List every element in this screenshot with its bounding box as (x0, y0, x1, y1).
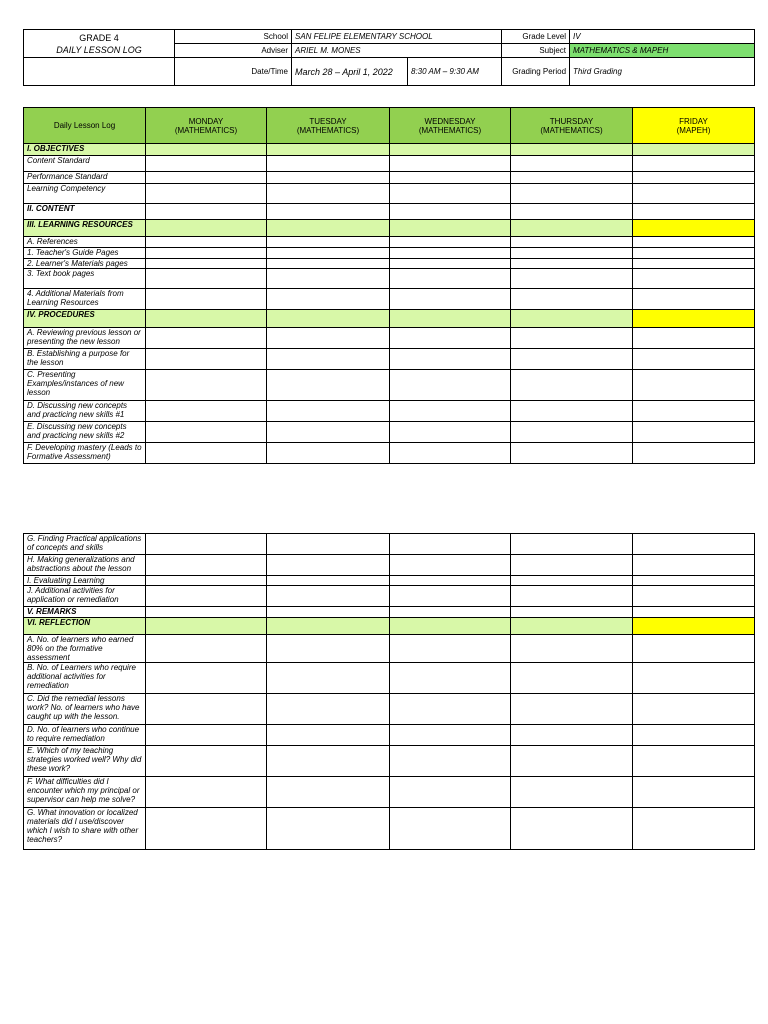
wednesday-subject: (MATHEMATICS) (418, 125, 482, 135)
day-cell (146, 576, 267, 586)
day-cell (633, 370, 755, 401)
day-cell (146, 269, 267, 289)
day-cell (146, 248, 267, 259)
table-row (24, 204, 755, 220)
table-row (24, 618, 755, 635)
day-cell (633, 663, 755, 694)
day-cell (633, 443, 755, 464)
day-cell (511, 310, 633, 328)
day-cell (267, 328, 390, 349)
day-cell (633, 237, 755, 248)
day-cell (633, 576, 755, 586)
table-row (24, 328, 755, 349)
day-cell (146, 328, 267, 349)
day-cell (633, 586, 755, 607)
day-cell (267, 576, 390, 586)
day-cell (146, 370, 267, 401)
row-label: 3. Text book pages (24, 269, 146, 289)
day-cell (390, 310, 511, 328)
day-cell (146, 220, 267, 237)
table-row (24, 184, 755, 204)
day-cell (146, 607, 267, 618)
day-cell (146, 349, 267, 370)
day-cell (390, 184, 511, 204)
day-cell (267, 586, 390, 607)
day-cell (390, 746, 511, 777)
day-cell (267, 808, 390, 850)
day-cell (146, 172, 267, 184)
day-cell (267, 694, 390, 725)
day-cell (146, 555, 267, 576)
day-cell (146, 401, 267, 422)
day-cell (633, 746, 755, 777)
day-cell (633, 635, 755, 663)
lesson-log-table-part2 (23, 533, 755, 850)
day-cell (390, 607, 511, 618)
day-cell (511, 237, 633, 248)
day-cell (146, 443, 267, 464)
day-cell (633, 310, 755, 328)
day-cell (390, 204, 511, 220)
row-label: E. Which of my teaching strategies worked well? Why did these work? (24, 746, 146, 777)
row-label: C. Did the remedial lessons work? No. of learners who have caught up with the lesson. (24, 694, 146, 725)
day-cell (267, 618, 390, 635)
day-cell (146, 586, 267, 607)
adviser-value: ARIEL M. MONES (292, 44, 502, 58)
day-cell (511, 220, 633, 237)
day-cell (390, 172, 511, 184)
day-cell (511, 204, 633, 220)
row-label: Performance Standard (24, 172, 146, 184)
day-cell (146, 144, 267, 156)
row-label: IV. PROCEDURES (24, 310, 146, 328)
friday-subject: (MAPEH) (676, 125, 711, 135)
day-cell (267, 534, 390, 555)
row-label: 2. Learner's Materials pages (24, 259, 146, 269)
day-cell (511, 576, 633, 586)
day-cell (267, 156, 390, 172)
table-row (24, 607, 755, 618)
table-row (24, 694, 755, 725)
day-cell (267, 204, 390, 220)
subject-label: Subject (502, 44, 570, 58)
table-row (24, 349, 755, 370)
col-header-monday (146, 108, 267, 144)
day-cell (267, 746, 390, 777)
day-cell (146, 618, 267, 635)
day-cell (390, 663, 511, 694)
day-cell (267, 663, 390, 694)
day-cell (633, 248, 755, 259)
col-header-log: Daily Lesson Log (24, 108, 146, 144)
row-label: Learning Competency (24, 184, 146, 204)
log-title: DAILY LESSON LOG (56, 44, 142, 55)
day-cell (390, 576, 511, 586)
table-row (24, 746, 755, 777)
thursday-subject: (MATHEMATICS) (540, 125, 603, 135)
day-cell (390, 725, 511, 746)
col-header-wednesday (390, 108, 511, 144)
row-label: E. Discussing new concepts and practicing new skills #2 (24, 422, 146, 443)
day-cell (633, 172, 755, 184)
day-cell (267, 184, 390, 204)
day-cell (390, 289, 511, 310)
day-cell (511, 555, 633, 576)
day-cell (267, 607, 390, 618)
day-cell (267, 555, 390, 576)
day-cell (633, 607, 755, 618)
day-cell (146, 694, 267, 725)
day-cell (511, 746, 633, 777)
day-cell (511, 422, 633, 443)
table-row (24, 576, 755, 586)
col-header-tuesday (267, 108, 390, 144)
datetime-label: Date/Time (175, 58, 292, 86)
day-cell (633, 328, 755, 349)
day-cell (390, 237, 511, 248)
day-cell (390, 443, 511, 464)
row-label: B. Establishing a purpose for the lesson (24, 349, 146, 370)
day-cell (633, 555, 755, 576)
table-row (24, 144, 755, 156)
row-label: F. What difficulties did I encounter which my principal or supervisor can help me solve? (24, 777, 146, 808)
row-label: D. Discussing new concepts and practicing new skills #1 (24, 401, 146, 422)
date-value: March 28 – April 1, 2022 (292, 58, 408, 86)
table-row (24, 663, 755, 694)
row-label: D. No. of learners who continue to require remediation (24, 725, 146, 746)
day-cell (511, 144, 633, 156)
day-cell (146, 746, 267, 777)
col-header-friday (633, 108, 755, 144)
day-cell (267, 220, 390, 237)
day-cell (146, 777, 267, 808)
table-row (24, 156, 755, 172)
day-cell (267, 370, 390, 401)
table-row (24, 401, 755, 422)
row-label: F. Developing mastery (Leads to Formative Assessment) (24, 443, 146, 464)
day-cell (267, 777, 390, 808)
day-cell (633, 694, 755, 725)
day-cell (511, 269, 633, 289)
tuesday-label: TUESDAY (309, 116, 347, 126)
day-cell (146, 635, 267, 663)
table-row (24, 635, 755, 663)
day-cell (633, 144, 755, 156)
day-cell (390, 618, 511, 635)
day-cell (146, 237, 267, 248)
day-cell (633, 534, 755, 555)
row-label: VI. REFLECTION (24, 618, 146, 635)
grading-period-label: Grading Period (502, 58, 570, 86)
day-cell (267, 144, 390, 156)
table-row (24, 555, 755, 576)
thursday-label: THURSDAY (549, 116, 594, 126)
table-row (24, 725, 755, 746)
day-cell (390, 635, 511, 663)
day-cell (146, 204, 267, 220)
grade-level-label: Grade Level (502, 30, 570, 44)
day-cell (511, 694, 633, 725)
day-cell (390, 534, 511, 555)
grade-level-value: IV (570, 30, 755, 44)
monday-label: MONDAY (188, 116, 224, 126)
header-table (23, 29, 755, 86)
school-label: School (175, 30, 292, 44)
table-row (24, 259, 755, 269)
day-cell (511, 289, 633, 310)
row-label: II. CONTENT (24, 204, 146, 220)
day-cell (146, 289, 267, 310)
row-label: I. OBJECTIVES (24, 144, 146, 156)
day-cell (267, 443, 390, 464)
day-cell (511, 777, 633, 808)
day-cell (390, 156, 511, 172)
blank-cell (24, 58, 175, 86)
day-cell (633, 618, 755, 635)
day-cell (511, 172, 633, 184)
day-cell (146, 156, 267, 172)
day-cell (511, 618, 633, 635)
day-cell (146, 725, 267, 746)
day-cell (390, 349, 511, 370)
day-cell (390, 808, 511, 850)
day-cell (633, 401, 755, 422)
adviser-label: Adviser (175, 44, 292, 58)
lesson-log-table-part1 (23, 107, 755, 464)
day-cell (390, 144, 511, 156)
table-row (24, 370, 755, 401)
day-cell (390, 259, 511, 269)
day-cell (511, 607, 633, 618)
day-cell (633, 269, 755, 289)
row-label: G. Finding Practical applications of concepts and skills (24, 534, 146, 555)
day-cell (390, 586, 511, 607)
row-label: G. What innovation or localized materials did I use/discover which I wish to share with other teachers? (24, 808, 146, 850)
day-cell (390, 269, 511, 289)
day-cell (267, 237, 390, 248)
monday-subject: (MATHEMATICS) (174, 125, 238, 135)
day-cell (511, 248, 633, 259)
row-label: A. No. of learners who earned 80% on the formative assessment (24, 635, 146, 663)
table-row (24, 777, 755, 808)
school-value: SAN FELIPE ELEMENTARY SCHOOL (292, 30, 502, 44)
table-row (24, 269, 755, 289)
day-cell (511, 635, 633, 663)
table-row (24, 808, 755, 850)
grade-title-cell (24, 30, 175, 58)
day-cell (146, 259, 267, 269)
day-cell (511, 259, 633, 269)
table-row (24, 534, 755, 555)
day-cell (390, 248, 511, 259)
row-label: I. Evaluating Learning (24, 576, 146, 586)
table-row (24, 172, 755, 184)
day-cell (633, 422, 755, 443)
wednesday-label: WEDNESDAY (424, 116, 476, 126)
day-cell (633, 808, 755, 850)
day-cell (267, 310, 390, 328)
day-cell (267, 349, 390, 370)
day-cell (511, 808, 633, 850)
day-cell (633, 289, 755, 310)
day-cell (633, 777, 755, 808)
table-row (24, 237, 755, 248)
day-cell (390, 694, 511, 725)
day-cell (511, 586, 633, 607)
tuesday-subject: (MATHEMATICS) (296, 125, 360, 135)
day-cell (633, 220, 755, 237)
row-label: 1. Teacher's Guide Pages (24, 248, 146, 259)
day-cell (633, 259, 755, 269)
day-cell (146, 534, 267, 555)
day-cell (511, 401, 633, 422)
day-cell (511, 534, 633, 555)
table-row (24, 443, 755, 464)
day-cell (511, 370, 633, 401)
day-cell (390, 422, 511, 443)
day-cell (390, 555, 511, 576)
row-label: 4. Additional Materials from Learning Resources (24, 289, 146, 310)
day-cell (511, 443, 633, 464)
row-label: V. REMARKS (24, 607, 146, 618)
table-row (24, 248, 755, 259)
day-cell (267, 422, 390, 443)
day-cell (390, 401, 511, 422)
day-cell (511, 328, 633, 349)
table-row (24, 310, 755, 328)
friday-label: FRIDAY (679, 116, 708, 126)
table-row (24, 220, 755, 237)
row-label: J. Additional activities for application or remediation (24, 586, 146, 607)
table-row (24, 422, 755, 443)
table-row (24, 586, 755, 607)
day-cell (511, 156, 633, 172)
subject-value: MATHEMATICS & MAPEH (570, 44, 755, 58)
grading-period-value: Third Grading (570, 58, 755, 86)
day-cell (146, 808, 267, 850)
day-cell (633, 156, 755, 172)
day-cell (267, 172, 390, 184)
row-label: III. LEARNING RESOURCES (24, 220, 146, 237)
day-cell (267, 248, 390, 259)
day-cell (390, 370, 511, 401)
day-cell (633, 725, 755, 746)
time-value: 8:30 AM – 9:30 AM (408, 58, 502, 86)
day-cell (390, 220, 511, 237)
day-cell (390, 777, 511, 808)
day-cell (511, 349, 633, 370)
row-label: B. No. of Learners who require additional activities for remediation (24, 663, 146, 694)
day-cell (267, 401, 390, 422)
row-label: A. References (24, 237, 146, 248)
day-cell (511, 725, 633, 746)
day-cell (146, 184, 267, 204)
day-cell (633, 184, 755, 204)
day-cell (511, 663, 633, 694)
row-label: H. Making generalizations and abstractions about the lesson (24, 555, 146, 576)
day-cell (511, 184, 633, 204)
grade-label: GRADE 4 (79, 32, 119, 43)
row-label: C. Presenting Examples/instances of new lesson (24, 370, 146, 401)
day-cell (146, 310, 267, 328)
day-cell (267, 635, 390, 663)
day-cell (633, 349, 755, 370)
row-label: Content Standard (24, 156, 146, 172)
day-cell (146, 663, 267, 694)
day-cell (146, 422, 267, 443)
day-cell (267, 289, 390, 310)
row-label: A. Reviewing previous lesson or presenting the new lesson (24, 328, 146, 349)
day-cell (267, 259, 390, 269)
day-cell (633, 204, 755, 220)
day-cell (267, 269, 390, 289)
table-row (24, 289, 755, 310)
day-cell (390, 328, 511, 349)
day-cell (267, 725, 390, 746)
col-header-thursday (511, 108, 633, 144)
